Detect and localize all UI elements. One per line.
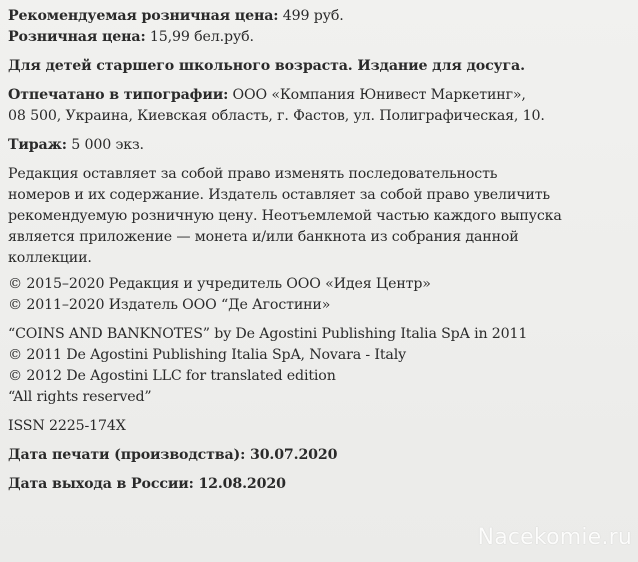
site-watermark: Nacekomie.ru bbox=[477, 525, 632, 550]
price-ru-label: Рекомендуемая розничная цена: bbox=[8, 8, 279, 24]
issn: ISSN 2225-174X bbox=[8, 418, 126, 434]
editorial-note-line: коллекции. bbox=[8, 250, 92, 266]
price-by-line bbox=[8, 27, 632, 48]
printed-label: Отпечатано в типографии: bbox=[8, 87, 229, 103]
printed-line-1 bbox=[8, 85, 632, 106]
age-note: Для детей старшего школьного возраста. Издание для досуга. bbox=[8, 58, 525, 74]
price-by-label: Розничная цена: bbox=[8, 29, 146, 45]
copyright-en-line: © 2012 De Agostini LLC for translated edition bbox=[8, 368, 336, 384]
circulation-line bbox=[8, 135, 632, 156]
imprint-block bbox=[8, 6, 632, 495]
editorial-note-line: Редакция оставляет за собой право изменять последовательность bbox=[8, 166, 498, 182]
print-date: Дата печати (производства): 30.07.2020 bbox=[8, 447, 338, 463]
printed-address: 08 500, Украина, Киевская область, г. Фастов, ул. Полиграфическая, 10. bbox=[8, 108, 545, 124]
editorial-note-line: номеров и их содержание. Издатель оставляет за собой право увеличить bbox=[8, 187, 551, 203]
circulation-label: Тираж: bbox=[8, 137, 67, 153]
printed-company: ООО «Компания Юнивест Маркетинг», bbox=[228, 87, 526, 103]
copyright-ru-line: © 2015–2020 Редакция и учредитель ООО «Идея Центр» bbox=[8, 276, 431, 292]
release-date: Дата выхода в России: 12.08.2020 bbox=[8, 476, 286, 492]
circulation-value: 5 000 экз. bbox=[66, 137, 144, 153]
editorial-note-line: рекомендуемую розничную цену. Неотъемлемой частью каждого выпуска bbox=[8, 208, 562, 224]
price-ru-line bbox=[8, 6, 632, 27]
copyright-ru-line: © 2011–2020 Издатель ООО “Де Агостини» bbox=[8, 297, 331, 313]
price-ru-value: 499 руб. bbox=[278, 8, 344, 24]
price-by-value: 15,99 бел.руб. bbox=[145, 29, 254, 45]
copyright-en-line: “COINS AND BANKNOTES” by De Agostini Publishing Italia SpA in 2011 bbox=[8, 326, 528, 342]
editorial-note-line: является приложение — монета и/или банкнота из собрания данной bbox=[8, 229, 519, 245]
copyright-en-line: © 2011 De Agostini Publishing Italia SpA, Novara - Italy bbox=[8, 347, 406, 363]
copyright-en-line: “All rights reserved” bbox=[8, 389, 152, 405]
